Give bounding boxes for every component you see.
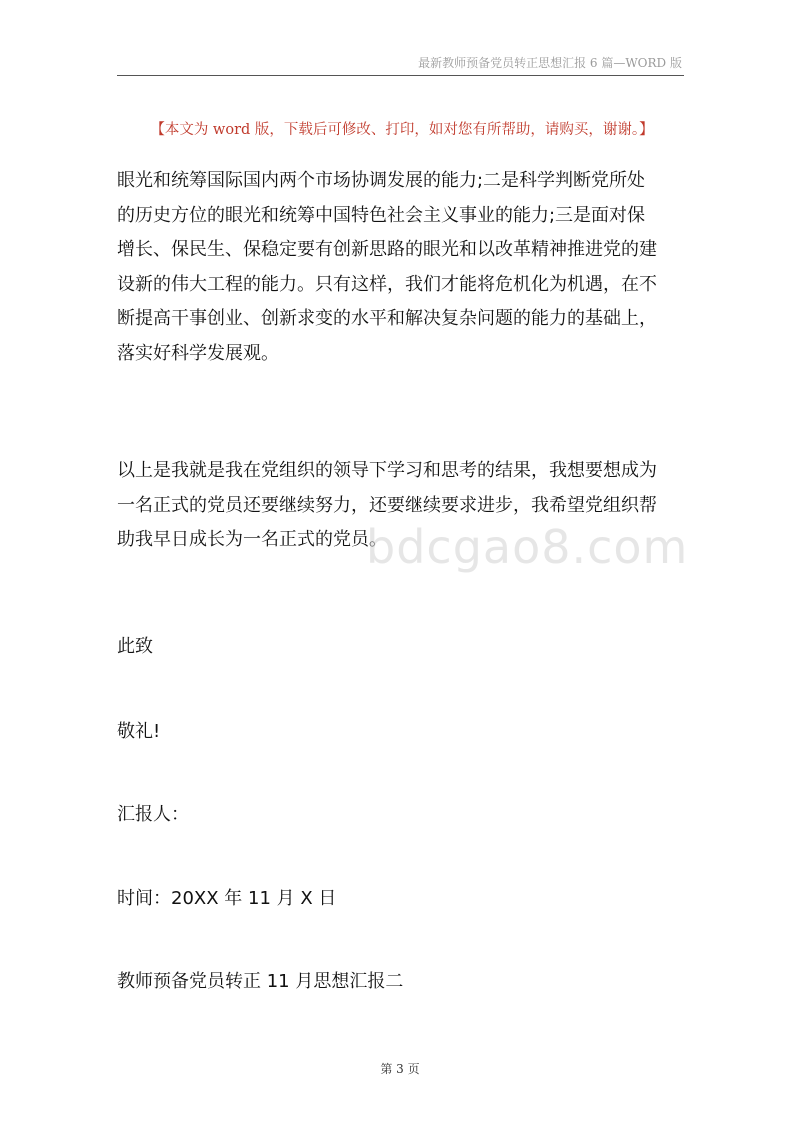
regards: 敬礼! xyxy=(117,721,161,742)
purchase-notice: 【本文为 word 版，下载后可修改、打印，如对您有所帮助，请购买，谢谢。】 xyxy=(150,122,654,138)
page-number: 第 3 页 xyxy=(380,1062,420,1076)
salutation: 此致 xyxy=(117,636,153,657)
body-paragraph-1 xyxy=(117,164,683,371)
paragraph-line: 以上是我就是我在党组织的领导下学习和思考的结果，我想要想成为 xyxy=(117,460,657,481)
paragraph-line: 增长、保民生、保稳定要有创新思路的眼光和以改革精神推进党的建 xyxy=(117,239,657,260)
paragraph-line: 落实好科学发展观。 xyxy=(117,342,279,364)
paragraph-line: 断提高干事创业、创新求变的水平和解决复杂问题的能力的基础上， xyxy=(117,308,657,329)
header-title: 最新教师预备党员转正思想汇报 6 篇—WORD 版 xyxy=(418,56,682,70)
report-date: 时间：20XX 年 11 月 X 日 xyxy=(117,888,337,909)
paragraph-line: 设新的伟大工程的能力。只有这样，我们才能将危机化为机遇，在不 xyxy=(117,273,657,295)
paragraph-line: 的历史方位的眼光和统筹中国特色社会主义事业的能力;三是面对保 xyxy=(117,204,646,226)
header-divider xyxy=(117,75,684,76)
paragraph-line: 眼光和统筹国际国内两个市场协调发展的能力;二是科学判断党所处 xyxy=(117,170,646,191)
site-watermark: bdcgao8.com xyxy=(366,520,689,574)
paragraph-line: 助我早日成长为一名正式的党员。 xyxy=(117,529,387,550)
paragraph-line: 一名正式的党员还要继续努力，还要继续要求进步，我希望党组织帮 xyxy=(117,494,657,516)
reporter-label: 汇报人： xyxy=(117,804,189,825)
next-section-title: 教师预备党员转正 11 月思想汇报二 xyxy=(117,971,404,992)
